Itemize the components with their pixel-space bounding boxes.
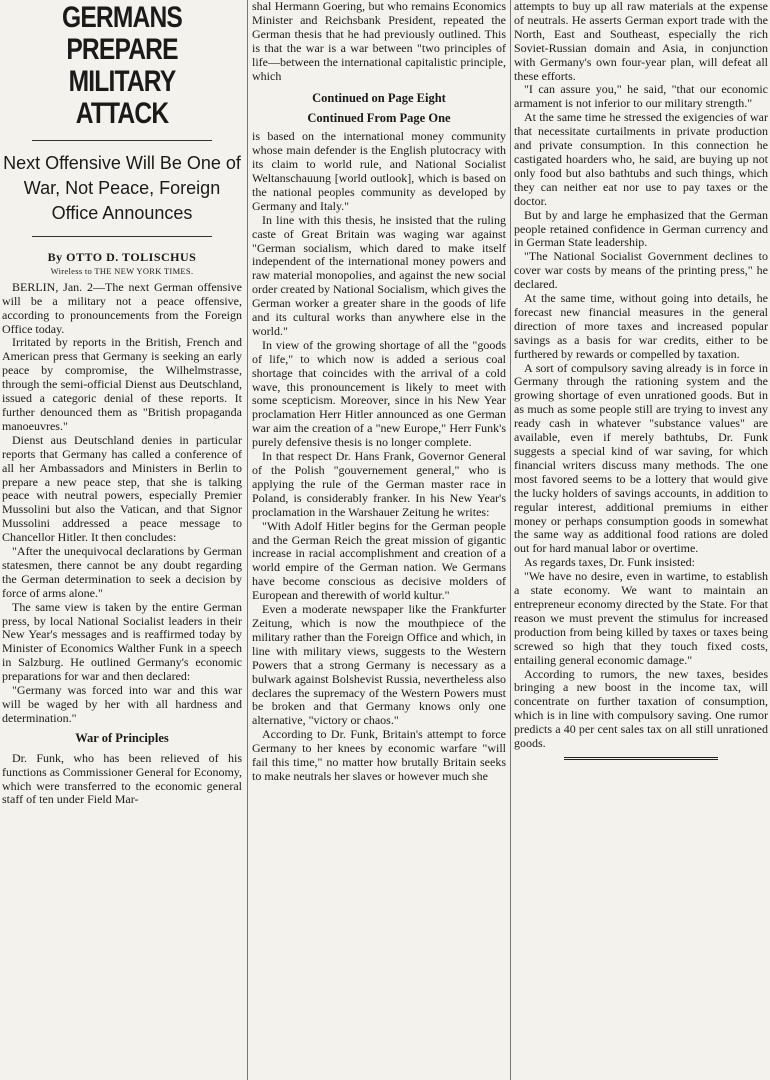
jump-line-continued-on: Continued on Page Eight [312, 91, 446, 106]
column-rule [247, 0, 248, 1080]
headline-rule [32, 140, 212, 141]
byline: By OTTO D. TOLISCHUS [47, 250, 197, 264]
jump-line-continued-from: Continued From Page One [307, 111, 451, 126]
paragraph: Even a moderate newspaper like the Frankfurter Zeitung, which is now the mouthpiece of the military rather than the Foreign Office and which, in line with military views, suggests to the Western Powers that a strong Germany is necessary as a bulwark against Bolshevist Russia, nevertheless also declares the supremacy of the Western Powers must be broken and that Germany knows only one alternative, "victory or chaos." [252, 602, 506, 728]
subhead-rule [32, 236, 212, 237]
column-2 [252, 0, 506, 1080]
paragraph: In view of the growing shortage of all the "goods of life," to which now is added a serious coal shortage that coincides with the arrival of a cold wave, this pronouncement is likely to meet with some scepticism. Moreover, since in his New Year proclamation Herr Hitler announced as one German war aim the creation of a "new Europe," Herr Funk's purely defensive thesis is no longer complete. [252, 337, 506, 450]
end-of-article-rule [564, 757, 718, 760]
column-3 [514, 0, 768, 1080]
paragraph: shal Hermann Goering, but who remains Economics Minister and Reichsbank President, repeated the German thesis that he had previously outlined. This is that the war is a war between "two principles of life—between the international capitalistic principle, which [252, 0, 506, 83]
paragraph: BERLIN, Jan. 2—The next German offensive will be a military not a peace offensive, according to pronouncements from the Foreign Office today. [2, 279, 242, 336]
headline: GERMANS PREPARE MILITARY ATTACK [61, 1, 183, 130]
paragraph: A sort of compulsory saving already is in force in Germany through the rationing system and the growing shortage of even unrationed goods. But in as much as some people still are trying to invest any ready cash in whatever "substance values" are available, even if merely bathtubs, Dr. Funk suggests a special kind of war saving, for which financial writers discuss many methods. The one most favored seems to be a lottery that would give the lucky holders of savings accounts, in addition to regular interest, additional premiums in either money or perhaps consumption goods in somewhat the same way as additional food rations are doled out for hard manual labor or overtime. [514, 360, 768, 556]
paragraph: Dr. Funk, who has been relieved of his functions as Commissioner General for Economy, which were transferred to the economic general staff of ten under Field Mar- [2, 750, 242, 807]
subheadline: Next Offensive Will Be One of War, Not Peace, Foreign Office Announces [3, 153, 241, 223]
paragraph: "We have no desire, even in wartime, to establish a state economy. We want to maintain an entrepreneur economy directed by the State. For that reason we must prevent the stimulus for increased production from being killed by taxes or taxes being screwed so high that they touch fixed costs, entailing general economic damage." [514, 569, 768, 667]
paragraph: At the same time, without going into details, he forecast new financial measures in the general direction of more taxes and increased popular savings as a basis for war credits, either to be furthered by rewards or compelled by taxation. [514, 291, 768, 361]
paragraph: As regards taxes, Dr. Funk insisted: [524, 555, 695, 570]
paragraph: According to rumors, the new taxes, besides bringing a new boost in the income tax, will concentrate on further taxation of consumption, which is in line with compulsory saving. One rumor predicts a 40 per cent sales tax on all still unrationed goods. [514, 666, 768, 751]
paragraph: "Germany was forced into war and this war will be waged by her with all hardness and determination." [2, 683, 242, 725]
paragraph: is based on the international money community whose main defender is the English plutocracy with its claim to world rule, and National Socialist Weltanschauung [world outlook], which is based on the national peoples community as developed by Germany and Italy." [252, 129, 506, 213]
paragraph: "The National Socialist Government declines to cover war costs by means of the printing press," he declared. [514, 249, 768, 292]
paragraph: attempts to buy up all raw materials at the expense of neutrals. He asserts German export trade with the North, East and Southeast, especially the rich Soviet-Russian domain and Asia, in conjunction with Germany's own four-year plan, will defeat all these efforts. [514, 0, 768, 83]
wire-credit: Wireless to THE NEW YORK TIMES. [50, 265, 194, 276]
paragraph: "With Adolf Hitler begins for the German people and the German Reich the great mission of gigantic increase in racial accomplishment and creation of a world empire of the German nation. We Germans have become conscious as decisive molders of European and therewith of world kultur." [252, 518, 506, 603]
column-rule [510, 0, 511, 1080]
paragraph: In line with this thesis, he insisted that the ruling caste of Great Britain was waging war against "German socialism, which dared to make itself independent of the international money powers and raw material monopolies, and against the new social order created by National Socialism, which gives the German worker a greater share in the goods of life and its cultural works than anywhere else in the world." [252, 212, 506, 338]
paragraph: "After the unequivocal declarations by German statesmen, there cannot be any doubt regarding the German determination to seek a decision by force of arms alone." [2, 544, 242, 600]
paragraph: But by and large he emphasized that the German people retained confidence in German currency and in German State leadership. [514, 207, 768, 250]
paragraph: At the same time he stressed the exigencies of war that necessitate curtailments in private production and private consumption. In this connection he castigated hoarders who, he said, are buying up not only food but also bathtubs and such things, which they can neither eat nor use to pay taxes or the doctor. [514, 110, 768, 208]
paragraph: Irritated by reports in the British, French and American press that Germany is seeking an early peace by compromise, the Wilhelmstrasse, through the semi-official Dienst aus Deutschland, issued a categoric denial of these reports. It further denounced them as "British propaganda manoeuvres." [2, 335, 242, 433]
paragraph: "I can assure you," he said, "that our economic armament is not inferior to our military strength." [514, 82, 768, 111]
paragraph: In that respect Dr. Hans Frank, Governor General of the Polish "gouvernement general," who is applying the rule of the German master race in Poland, is considerably franker. In his New Year's proclamation in the Warshauer Zeitung he writes: [252, 449, 506, 519]
paragraph: According to Dr. Funk, Britain's attempt to force Germany to her knees by economic warfare "will fail this time," no matter how brutally Britain seeks to make neutrals her slaves or however much she [252, 727, 506, 783]
crosshead: War of Principles [75, 730, 169, 745]
paragraph: Dienst aus Deutschland denies in particular reports that Germany has called a conference of all her Ambassadors and Ministers in Berlin to prepare a new peace step, that she is talking peace with neutral powers, especially Premier Mussolini but also the Vatican, and that Signor Mussolini addressed a peace message to Chancellor Hitler. It then concludes: [2, 432, 242, 545]
paragraph: The same view is taken by the entire German press, by local National Socialist leaders in their New Year's messages and is reaffirmed today by Minister of Economics Walther Funk in a speech in Salzburg. He outlined Germany's economic preparations for war and then declared: [2, 599, 242, 684]
column-1 [2, 0, 242, 1080]
